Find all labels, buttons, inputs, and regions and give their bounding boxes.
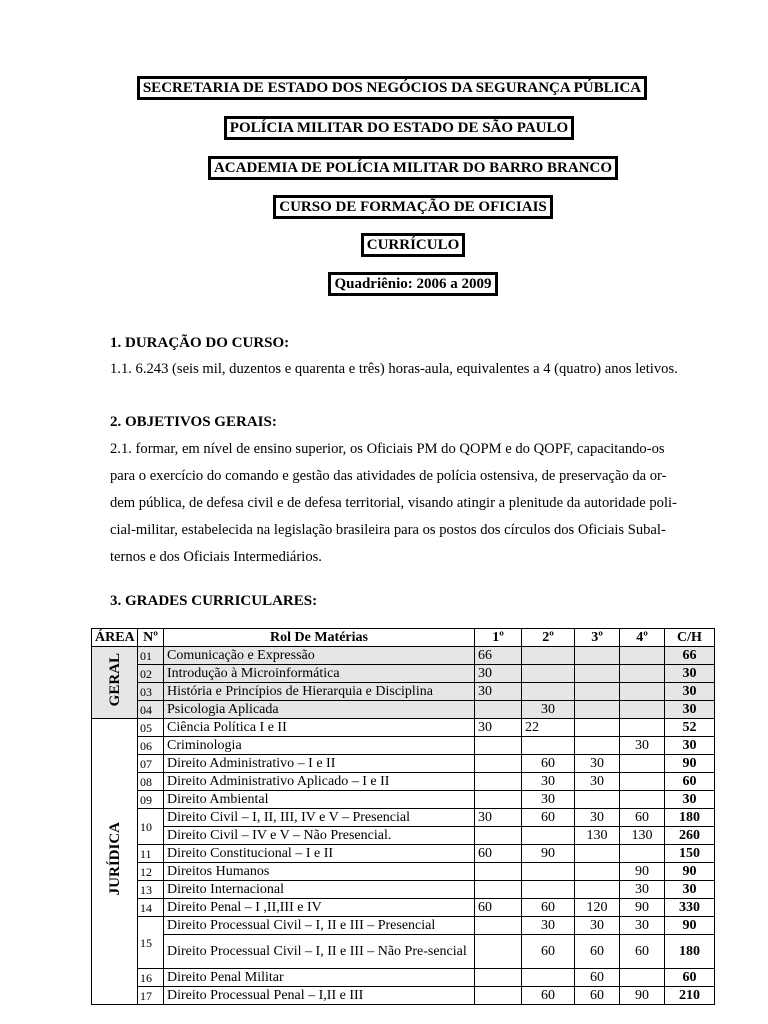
- row-y1: [475, 987, 522, 1005]
- row-y3: 60: [575, 987, 620, 1005]
- row-num: 01: [138, 647, 164, 665]
- row-num: 03: [138, 683, 164, 701]
- curriculum-table: [91, 628, 715, 1005]
- row-num: 11: [138, 845, 164, 863]
- row-num: 17: [138, 987, 164, 1005]
- row-y2: 30: [522, 917, 575, 935]
- row-name: Direito Penal – I ,II,III e IV: [164, 899, 475, 917]
- header-curso: [0, 195, 768, 219]
- row-y3: [575, 791, 620, 809]
- header-academia: [0, 156, 768, 180]
- header-quadrienio-text: Quadriênio: 2006 a 2009: [328, 272, 497, 296]
- row-y1: 60: [475, 845, 522, 863]
- row-y1: [475, 935, 522, 969]
- row-name: Direito Penal Militar: [164, 969, 475, 987]
- row-y4: [620, 755, 665, 773]
- row-y2: [522, 665, 575, 683]
- header-academia-text: ACADEMIA DE POLÍCIA MILITAR DO BARRO BRANCO: [208, 156, 618, 180]
- table-row: [92, 791, 715, 809]
- section1-text: [110, 356, 714, 383]
- table-row: [92, 665, 715, 683]
- row-y3: 30: [575, 773, 620, 791]
- row-num: 06: [138, 737, 164, 755]
- row-y1: [475, 773, 522, 791]
- section3-title: 3. GRADES CURRICULARES:: [110, 593, 318, 609]
- row-y2: [522, 969, 575, 987]
- row-y1: 30: [475, 683, 522, 701]
- row-y3: 30: [575, 809, 620, 827]
- header-num: Nº: [138, 629, 164, 647]
- row-y2: [522, 647, 575, 665]
- row-y4: [620, 683, 665, 701]
- row-num: 04: [138, 701, 164, 719]
- row-name: Direito Processual Civil – I, II e III – Presencial: [164, 917, 475, 935]
- row-name: Direito Constitucional – I e II: [164, 845, 475, 863]
- row-y2: [522, 827, 575, 845]
- row-ch: 30: [665, 881, 715, 899]
- row-y4: [620, 773, 665, 791]
- row-ch: 66: [665, 647, 715, 665]
- table-row: [92, 809, 715, 827]
- header-rol: Rol De Matérias: [164, 629, 475, 647]
- row-y2: 22: [522, 719, 575, 737]
- row-y1: 30: [475, 665, 522, 683]
- row-y1: [475, 737, 522, 755]
- row-y2: 90: [522, 845, 575, 863]
- row-y4: [620, 791, 665, 809]
- table-row: [92, 863, 715, 881]
- row-y4: 60: [620, 809, 665, 827]
- section2-line: dem pública, de defesa civil e de defesa territorial, visando atingir a plenitude da autoridade poli-: [110, 495, 677, 511]
- row-y3: [575, 863, 620, 881]
- row-y3: [575, 719, 620, 737]
- row-y4: 60: [620, 935, 665, 969]
- row-y4: 90: [620, 863, 665, 881]
- row-y2: 60: [522, 809, 575, 827]
- section1-line: 1.1. 6.243 (seis mil, duzentos e quarenta e três) horas-aula, equivalentes a 4 (quatro) anos letivos.: [110, 361, 678, 377]
- row-name: Direito Processual Civil – I, II e III – Não Pre-sencial: [164, 935, 475, 969]
- row-y4: [620, 665, 665, 683]
- table-row: [92, 969, 715, 987]
- table-row: [92, 683, 715, 701]
- row-ch: 60: [665, 773, 715, 791]
- table-row: [92, 701, 715, 719]
- row-name: História e Princípios de Hierarquia e Disciplina: [164, 683, 475, 701]
- row-name: Comunicação e Expressão: [164, 647, 475, 665]
- row-y1: 30: [475, 719, 522, 737]
- row-ch: 52: [665, 719, 715, 737]
- row-y4: [620, 647, 665, 665]
- row-num: 07: [138, 755, 164, 773]
- row-y2: [522, 863, 575, 881]
- row-y4: [620, 845, 665, 863]
- row-y2: 60: [522, 987, 575, 1005]
- row-name: Direito Ambiental: [164, 791, 475, 809]
- table-row: [92, 737, 715, 755]
- row-y3: [575, 881, 620, 899]
- row-y4: [620, 701, 665, 719]
- row-y1: 30: [475, 809, 522, 827]
- row-num: 16: [138, 969, 164, 987]
- row-y1: [475, 827, 522, 845]
- row-ch: 30: [665, 737, 715, 755]
- row-y3: 30: [575, 755, 620, 773]
- row-name: Direito Internacional: [164, 881, 475, 899]
- table-row: [92, 899, 715, 917]
- row-y2: [522, 683, 575, 701]
- row-y2: 60: [522, 755, 575, 773]
- row-ch: 90: [665, 863, 715, 881]
- row-y4: [620, 719, 665, 737]
- table-row: [92, 827, 715, 845]
- section2-line: ternos e dos Oficiais Intermediários.: [110, 549, 322, 565]
- row-y3: [575, 845, 620, 863]
- row-y2: 60: [522, 935, 575, 969]
- row-y1: 60: [475, 899, 522, 917]
- row-name: Ciência Política I e II: [164, 719, 475, 737]
- row-y4: 30: [620, 881, 665, 899]
- table-row: [92, 987, 715, 1005]
- header-curriculo-text: CURRÍCULO: [361, 233, 466, 257]
- row-num: 09: [138, 791, 164, 809]
- header-ch: C/H: [665, 629, 715, 647]
- area-juridica-label: JURÍDICA: [106, 822, 123, 896]
- header-secretaria: [0, 76, 768, 100]
- header-area: ÁREA: [92, 629, 138, 647]
- row-y3: 60: [575, 969, 620, 987]
- row-y1: [475, 917, 522, 935]
- row-y3: [575, 737, 620, 755]
- row-ch: 30: [665, 791, 715, 809]
- area-juridica-cell: [92, 719, 138, 1005]
- row-y2: [522, 737, 575, 755]
- row-y2: 60: [522, 899, 575, 917]
- section2-text: [110, 436, 714, 571]
- table-row: [92, 845, 715, 863]
- header-year2: 2º: [522, 629, 575, 647]
- row-y4: 130: [620, 827, 665, 845]
- row-y2: 30: [522, 791, 575, 809]
- row-y1: [475, 969, 522, 987]
- row-num: 15: [138, 917, 164, 969]
- row-name: Direito Processual Penal – I,II e III: [164, 987, 475, 1005]
- row-y3: [575, 683, 620, 701]
- header-year1: 1º: [475, 629, 522, 647]
- header-curso-text: CURSO DE FORMAÇÃO DE OFICIAIS: [273, 195, 553, 219]
- row-ch: 180: [665, 809, 715, 827]
- header-year3: 3º: [575, 629, 620, 647]
- row-y3: [575, 701, 620, 719]
- row-y2: 30: [522, 701, 575, 719]
- row-y2: 30: [522, 773, 575, 791]
- header-year4: 4º: [620, 629, 665, 647]
- header-curriculo: [0, 233, 768, 257]
- row-ch: 210: [665, 987, 715, 1005]
- row-num: 13: [138, 881, 164, 899]
- row-y3: [575, 647, 620, 665]
- header-policia: [0, 116, 768, 140]
- section2-line: cial-militar, estabelecida na legislação brasileira para os postos dos círculos dos Oficiais Subal-: [110, 522, 666, 538]
- row-name: Direitos Humanos: [164, 863, 475, 881]
- row-name: Psicologia Aplicada: [164, 701, 475, 719]
- row-ch: 30: [665, 665, 715, 683]
- table-row: [92, 881, 715, 899]
- row-name: Direito Civil – I, II, III, IV e V – Presencial: [164, 809, 475, 827]
- table-row: [92, 935, 715, 969]
- row-y1: [475, 755, 522, 773]
- row-ch: 180: [665, 935, 715, 969]
- row-num: 12: [138, 863, 164, 881]
- row-y1: [475, 863, 522, 881]
- header-secretaria-text: SECRETARIA DE ESTADO DOS NEGÓCIOS DA SEGURANÇA PÚBLICA: [137, 76, 647, 100]
- row-y4: [620, 969, 665, 987]
- header-policia-text: POLÍCIA MILITAR DO ESTADO DE SÃO PAULO: [224, 116, 574, 140]
- area-geral-cell: [92, 647, 138, 719]
- row-y4: 30: [620, 917, 665, 935]
- header-quadrienio: [0, 272, 768, 296]
- row-name: Criminologia: [164, 737, 475, 755]
- row-num: 10: [138, 809, 164, 845]
- row-y1: 66: [475, 647, 522, 665]
- table-row: [92, 773, 715, 791]
- row-y1: [475, 791, 522, 809]
- table-row: [92, 917, 715, 935]
- row-name: Direito Administrativo – I e II: [164, 755, 475, 773]
- row-y3: 30: [575, 917, 620, 935]
- section2-line: 2.1. formar, em nível de ensino superior, os Oficiais PM do QOPM e do QOPF, capacitando-os: [110, 441, 665, 457]
- row-y2: [522, 881, 575, 899]
- row-ch: 260: [665, 827, 715, 845]
- row-name: Direito Civil – IV e V – Não Presencial.: [164, 827, 475, 845]
- row-y3: 120: [575, 899, 620, 917]
- row-ch: 30: [665, 701, 715, 719]
- row-y4: 30: [620, 737, 665, 755]
- row-name: Direito Administrativo Aplicado – I e II: [164, 773, 475, 791]
- table-row: [92, 755, 715, 773]
- row-y3: 60: [575, 935, 620, 969]
- section2-title: 2. OBJETIVOS GERAIS:: [110, 414, 277, 430]
- row-y4: 90: [620, 987, 665, 1005]
- row-ch: 150: [665, 845, 715, 863]
- section2-line: para o exercício do comando e gestão das atividades de polícia ostensiva, de preservação da or-: [110, 468, 667, 484]
- row-num: 08: [138, 773, 164, 791]
- table-row: [92, 647, 715, 665]
- row-ch: 30: [665, 683, 715, 701]
- row-num: 14: [138, 899, 164, 917]
- table-header-row: [92, 629, 715, 647]
- area-geral-label: GERAL: [106, 653, 123, 707]
- row-y4: 90: [620, 899, 665, 917]
- row-name: Introdução à Microinformática: [164, 665, 475, 683]
- row-y1: [475, 881, 522, 899]
- table-row: [92, 719, 715, 737]
- section1-title: 1. DURAÇÃO DO CURSO:: [110, 335, 290, 351]
- row-ch: 60: [665, 969, 715, 987]
- row-ch: 330: [665, 899, 715, 917]
- row-ch: 90: [665, 755, 715, 773]
- row-y1: [475, 701, 522, 719]
- row-y3: [575, 665, 620, 683]
- row-ch: 90: [665, 917, 715, 935]
- row-num: 02: [138, 665, 164, 683]
- row-y3: 130: [575, 827, 620, 845]
- row-num: 05: [138, 719, 164, 737]
